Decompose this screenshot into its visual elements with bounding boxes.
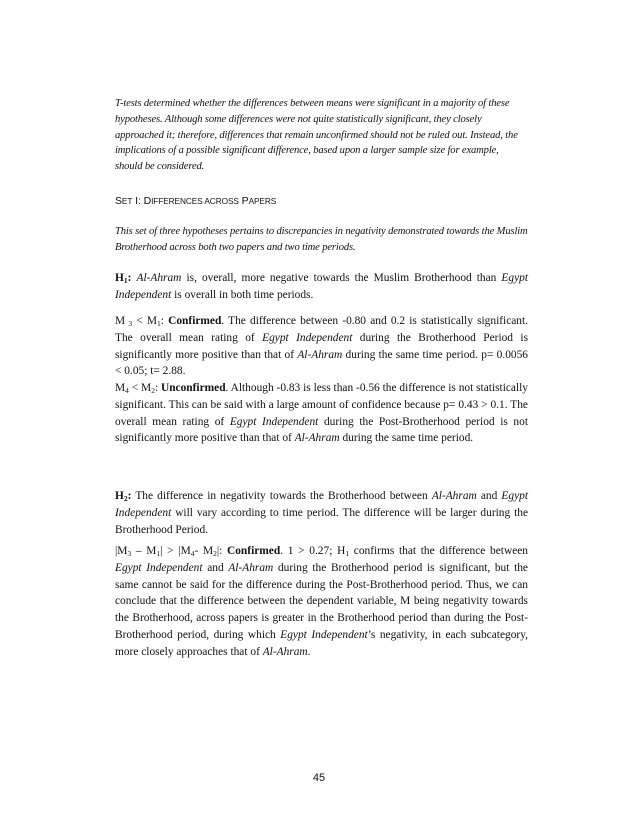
status-confirmed: Confirmed	[168, 315, 222, 327]
status-unconfirmed: Unconfirmed	[160, 382, 226, 394]
section-heading: SET I: DIFFERENCES ACROSS PAPERS	[115, 195, 277, 207]
page-number: 45	[312, 772, 326, 784]
result-paragraph-3: $|M_3 - M_1| > |M_4-$ $M_2|$: Confirmed. 1 > 0.27; $H_1$ confirms that the difference between Egypt Independent and Al-Ahram during the Brotherhood period is significant, but the same cannot be said for the difference during the Post-Brotherhood period. Thus, we can conclude that the difference between the dependent variable, M being negativity towards the Brotherhood, across papers is greater in the Brotherhood period than during the Post-Brotherhood period, during which Egypt Independent’s negativity, in each subcategory, more closely approaches that of Al-Ahram.	[115, 545, 528, 658]
result-paragraph-1: M $_3 < M_1$: Confirmed. The difference between -0.80 and 0.2 is statistically significant. The overall mean rating of Egypt Independent during the Brotherhood Period is significantly more positive than that of Al-Ahram during the same time period. p= 0.0056 < 0.05; t= 2.88.	[115, 315, 529, 378]
hypothesis-2: $H_2$: The difference in negativity towards the Brotherhood between Al-Ahram and Egypt Independent will vary according to time period. The difference will be larger during the Brotherhood Period.	[115, 490, 528, 536]
result-paragraph-2: $M_4 < M_2$: Unconfirmed. Although -0.83 is less than -0.56 the difference is not statistically significant. This can be said with a large amount of confidence because p= 0.43 > 0.1. The overall mean rating of Egypt Independent during the Post-Brotherhood period is not significantly more positive than that of Al-Ahram during the same time period.	[115, 382, 529, 445]
section-intro: This set of three hypotheses pertains to discrepancies in negativity demonstrated towards the Muslim Brotherhood across both two papers and two time periods.	[115, 226, 528, 253]
hypothesis-1: $H_1$: Al-Ahram is, overall, more negative towards the Muslim Brotherhood than Egypt Independent is overall in both time periods.	[115, 272, 528, 301]
status-confirmed: Confirmed	[227, 545, 281, 557]
intro-note: T-tests determined whether the differences between means were significant in a majority of these hypotheses. Although some differences were not quite statistically significant, they closely approached it; therefore, differences that remain unconfirmed should not be ruled out. Instead, the implications of a possible significant difference, based upon a larger sample size for example, should be considered.	[115, 98, 518, 173]
